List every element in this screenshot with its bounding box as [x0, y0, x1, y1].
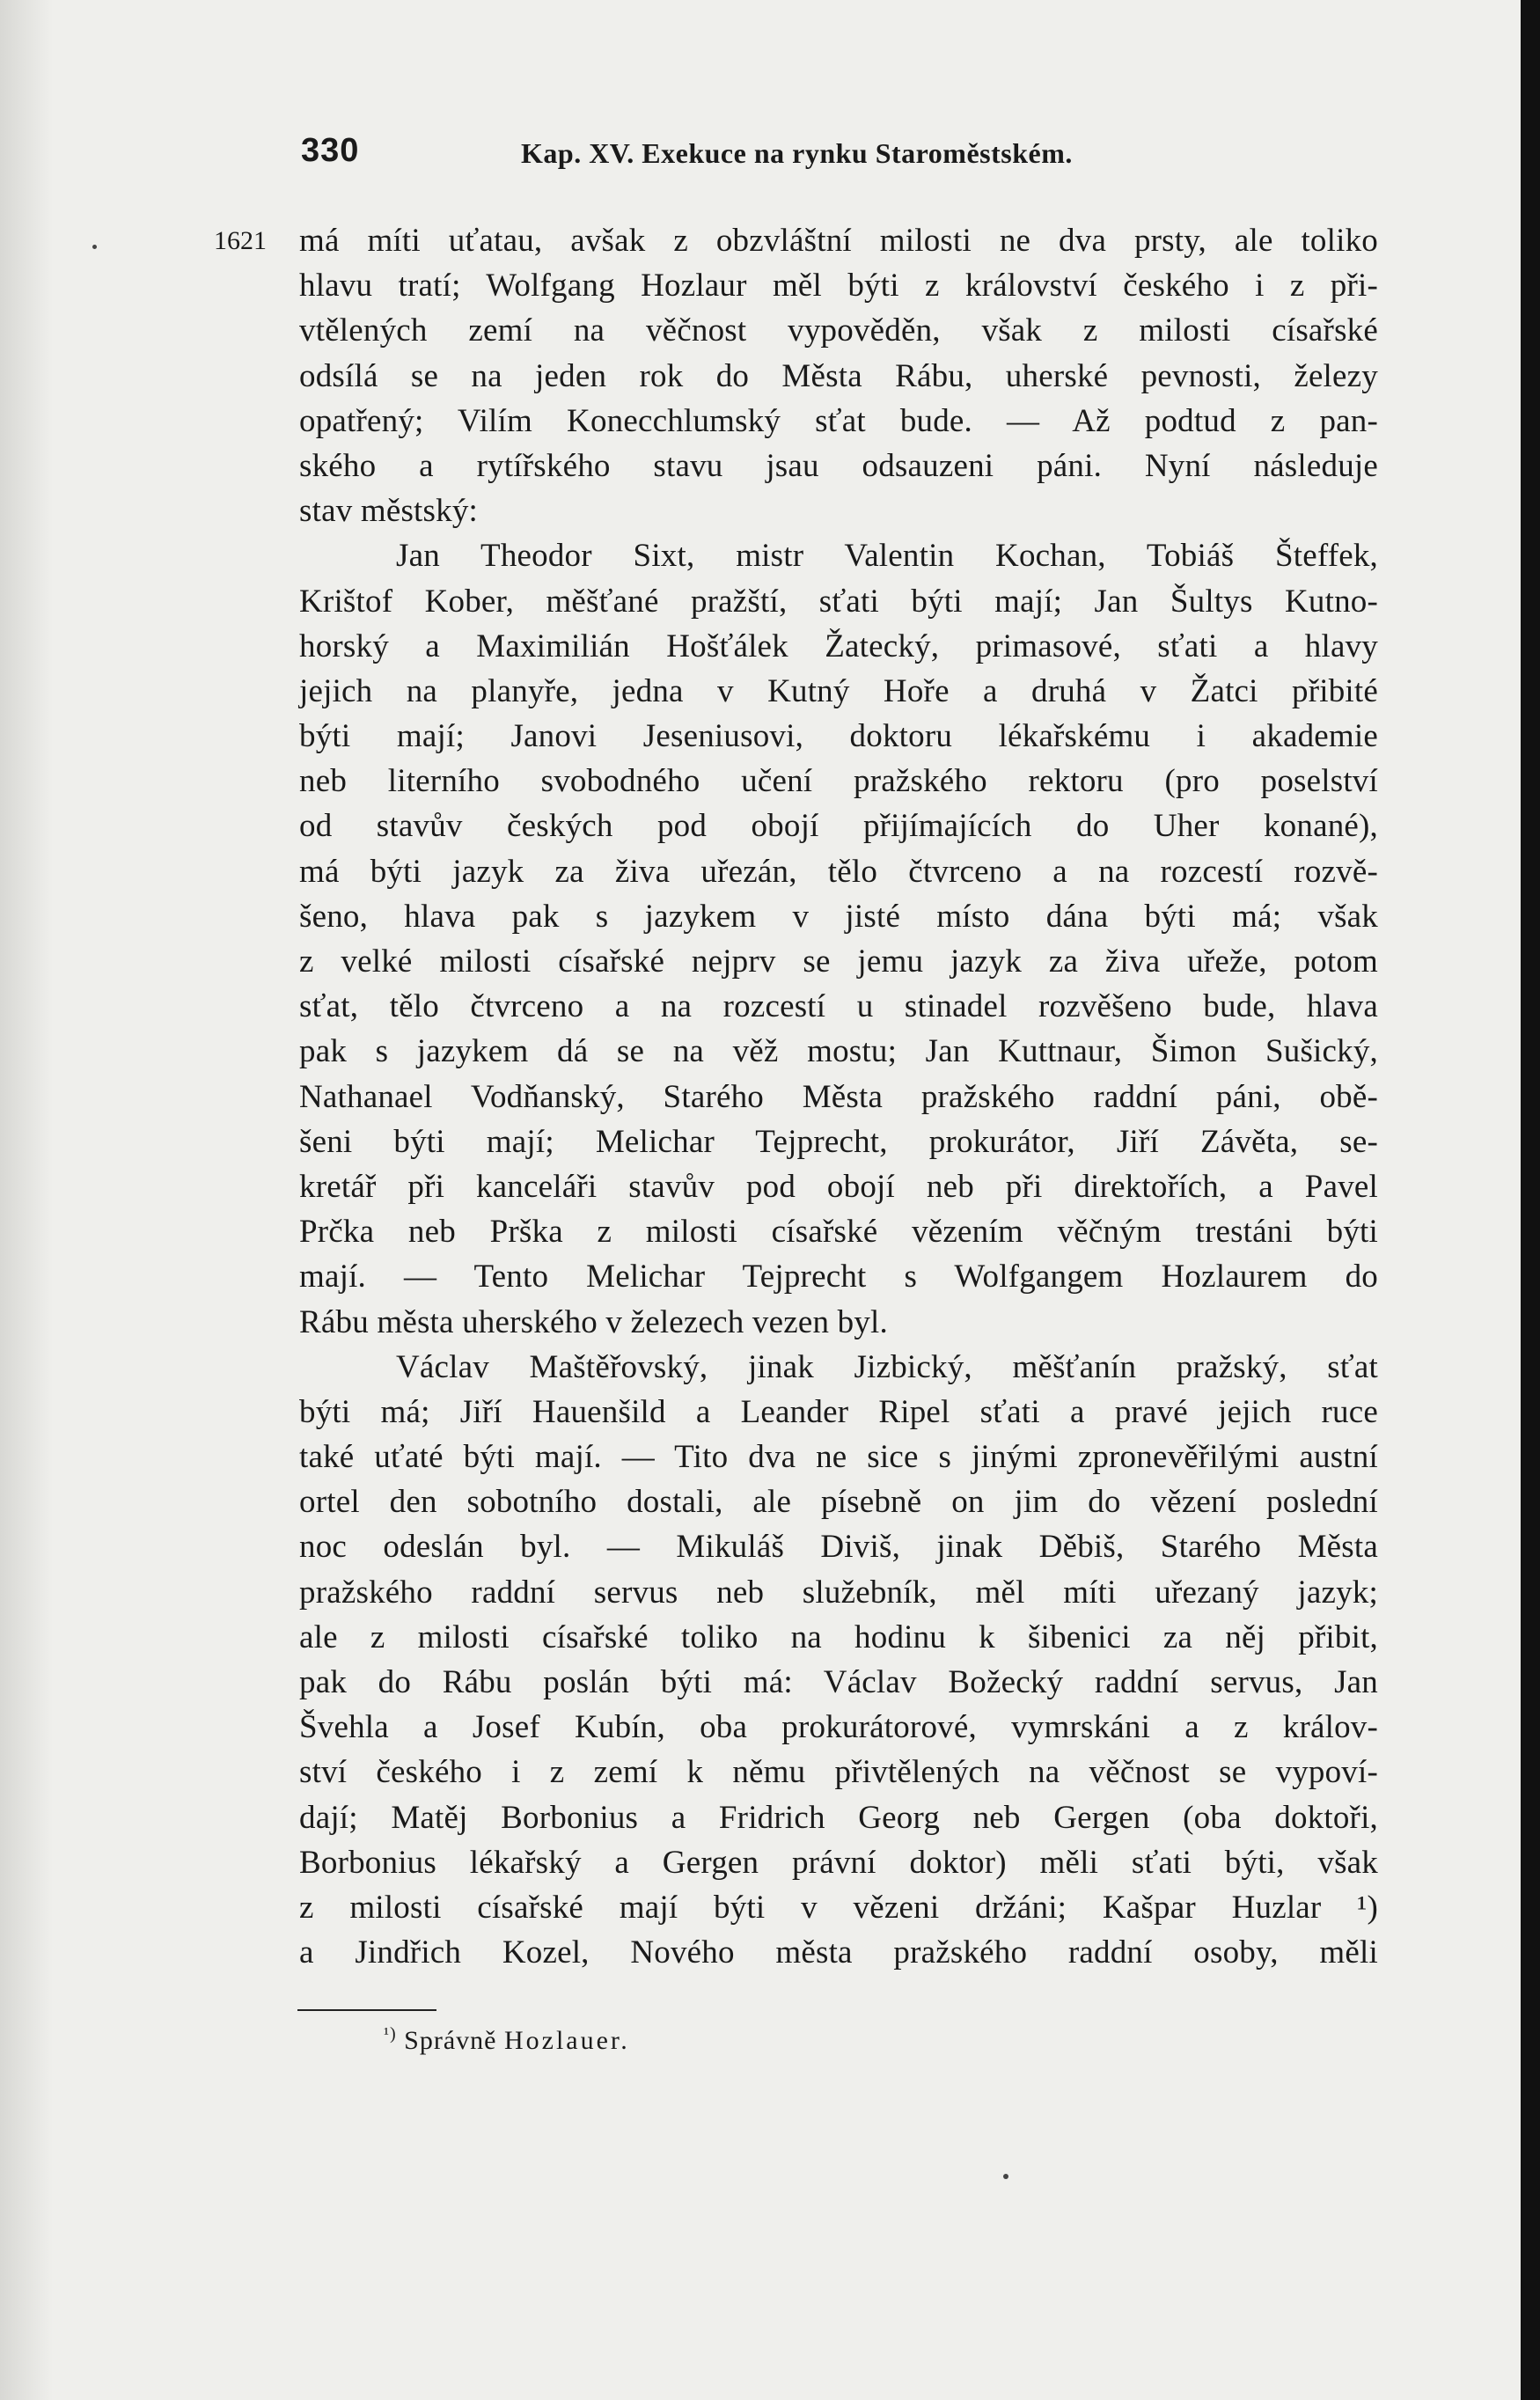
text-line: pak do Rábu poslán býti má: Václav Božecký raddní servus, Jan: [299, 1664, 1378, 1700]
scan-speck: [92, 245, 97, 249]
text-line: Václav Maštěřovský, jinak Jizbický, měšťanín pražský, sťat: [396, 1348, 1378, 1385]
footnote-marker: ¹): [384, 2024, 397, 2044]
text-line: Prčka neb Prška z milosti císařské vězením věčným trestáni býti: [299, 1214, 1378, 1251]
text-line: Nathanael Vodňanský, Starého Města pražského raddní páni, obě-: [299, 1078, 1378, 1115]
margin-year-note: 1621: [214, 226, 267, 255]
footnote: [384, 2024, 630, 2056]
running-head: Kap. XV. Exekuce na rynku Staroměstském.: [521, 137, 1073, 169]
footnote-prefix: Správně: [404, 2026, 497, 2055]
text-line: pražského raddní servus neb služebník, měl míti uřezaný jazyk;: [299, 1574, 1378, 1611]
page-header: [301, 132, 1371, 176]
footnote-divider: [297, 2009, 436, 2011]
text-line: horský a Maximilián Hošťálek Žatecký, primasové, sťati a hlavy: [299, 628, 1378, 664]
text-line: Švehla a Josef Kubín, oba prokurátorové, vymrskáni a z králov-: [299, 1709, 1378, 1746]
footnote-name: Hozlauer.: [503, 2026, 630, 2055]
text-line: pak s jazykem dá se na věž mostu; Jan Kuttnaur, Šimon Sušický,: [299, 1033, 1378, 1070]
text-line: odsílá se na jeden rok do Města Rábu, uherské pevnosti, železy: [299, 357, 1378, 394]
text-line: Krištof Kober, měšťané pražští, sťati býti mají; Jan Šultys Kutno-: [299, 583, 1378, 620]
text-line: noc odeslán byl. — Mikuláš Diviš, jinak Děbiš, Starého Města: [299, 1529, 1378, 1566]
text-line: ského a rytířského stavu jsau odsauzeni páni. Nyní následuje: [299, 447, 1378, 484]
text-line: sťat, tělo čtvrceno a na rozcestí u stinadel rozvěšeno bude, hlava: [299, 988, 1378, 1025]
text-line: šeno, hlava pak s jazykem v jisté místo dána býti má; však: [299, 898, 1378, 935]
body-text: [299, 218, 1378, 1975]
page-gutter-shadow: [0, 0, 53, 2400]
text-line: také uťaté býti mají. — Tito dva ne sice s jinými zpronevěřilými austní: [299, 1439, 1378, 1476]
text-line: býti mají; Janovi Jeseniusovi, doktoru lékařskému i akademie: [299, 718, 1378, 755]
text-line: ství českého i z zemí k němu přivtělených na věčnost se vypoví-: [299, 1754, 1378, 1791]
text-line: od stavův českých pod obojí přijímajících do Uher konané),: [299, 808, 1378, 845]
text-line: mají. — Tento Melichar Tejprecht s Wolfgangem Hozlaurem do: [299, 1259, 1378, 1295]
text-line: z velké milosti císařské nejprv se jemu jazyk za živa uřeže, potom: [299, 943, 1378, 980]
text-line: neb literního svobodného učení pražského rektoru (pro poselství: [299, 763, 1378, 800]
text-line: vtělených zemí na věčnost vypověděn, však z milosti císařské: [299, 312, 1378, 349]
text-line: ortel den sobotního dostali, ale písebně on jim do vězení poslední: [299, 1484, 1378, 1521]
scan-speck: [1003, 2174, 1008, 2179]
text-line: kretář při kanceláři stavův pod obojí neb při direktořích, a Pavel: [299, 1168, 1378, 1205]
text-line: býti má; Jiří Hauenšild a Leander Ripel sťati a pravé jejich ruce: [299, 1393, 1378, 1430]
text-line: hlavu tratí; Wolfgang Hozlaur měl býti z království českého i z při-: [299, 268, 1378, 305]
text-line: opatřený; Vilím Konecchlumský sťat bude. — Až podtud z pan-: [299, 402, 1378, 439]
text-line: a Jindřich Kozel, Nového města pražského raddní osoby, měli: [299, 1934, 1378, 1971]
text-line: má býti jazyk za živa uřezán, tělo čtvrceno a na rozcestí rozvě-: [299, 853, 1378, 890]
text-line: Jan Theodor Sixt, mistr Valentin Kochan, Tobiáš Šteffek,: [396, 538, 1378, 575]
text-line: ale z milosti císařské toliko na hodinu k šibenici za něj přibit,: [299, 1618, 1378, 1655]
text-line: má míti uťatau, avšak z obzvláštní milosti ne dva prsty, ale toliko: [299, 223, 1378, 259]
page-edge-border: [1521, 0, 1540, 2400]
page-number: 330: [301, 132, 360, 169]
text-line: Borbonius lékařský a Gergen právní doktor) měli sťati býti, však: [299, 1844, 1378, 1881]
text-line: šeni býti mají; Melichar Tejprecht, prokurátor, Jiří Závěta, se-: [299, 1123, 1378, 1160]
text-line: Rábu města uherského v železech vezen byl.: [299, 1303, 888, 1340]
text-line: stav městský:: [299, 493, 479, 530]
text-line: jejich na planyře, jedna v Kutný Hoře a druhá v Žatci přibité: [299, 672, 1378, 709]
text-line: z milosti císařské mají býti v vězeni držáni; Kašpar Huzlar ¹): [299, 1889, 1378, 1926]
text-line: dají; Matěj Borbonius a Fridrich Georg neb Gergen (oba doktoři,: [299, 1799, 1378, 1836]
